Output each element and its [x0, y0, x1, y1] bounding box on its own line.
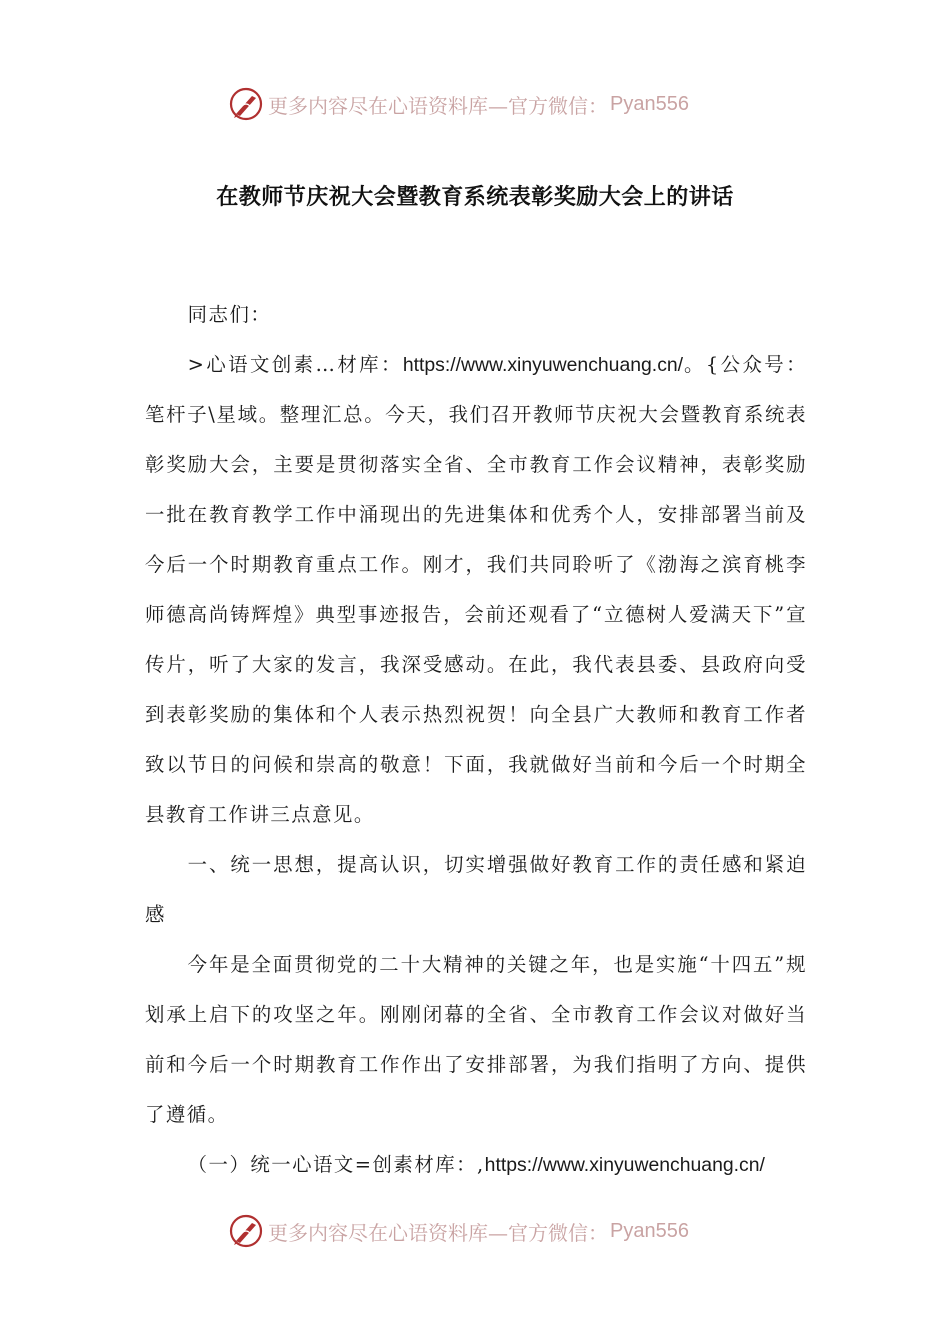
subheading-lead: （一）统一心语文=创素材库：,	[187, 1153, 485, 1176]
pen-logo-icon	[228, 1213, 264, 1249]
paragraph-3	[145, 1140, 807, 1190]
intro-url-link[interactable]: https://www.xinyuwenchuang.cn/	[402, 354, 684, 376]
intro-body: 。{公众号：笔杆子\星域。整理汇总。今天，我们召开教师节庆祝大会暨教育系统表彰奖励大会，主要是贯彻落实全省、全市教育工作会议精神，表彰奖励一批在教育教学工作中涌现出的先进集体和优秀个人，安排部署当前及今后一个时期教育重点工作。刚才，我们共同聆听了《渤海之滨育桃李师德高尚铸辉煌》典型事迹报告，会前还观看了“立德树人爱满天下”宣传片，听了大家的发言，我深受感动。在此，我代表县委、县政府向受到表彰奖励的集体和个人表示热烈祝贺！向全县广大教师和教育工作者致以节日的问候和崇高的敬意！下面，我就做好当前和今后一个时期全县教育工作讲三点意见。	[145, 353, 807, 826]
footer-watermark	[228, 1211, 689, 1251]
watermark-wechat-id: Pyan556	[610, 92, 689, 115]
header-watermark	[228, 84, 689, 124]
subheading-url-link[interactable]: https://www.xinyuwenchuang.cn/	[484, 1154, 765, 1176]
paragraph-2: 今年是全面贯彻党的二十大精神的关键之年，也是实施“十四五”规划承上启下的攻坚之年。刚刚闭幕的全省、全市教育工作会议对做好当前和今后一个时期教育工作作出了安排部署，为我们指明了方向、提供了遵循。	[145, 953, 807, 1126]
section-heading-1: 一、统一思想，提高认识，切实增强做好教育工作的责任感和紧迫感	[145, 853, 807, 926]
document-body	[145, 290, 807, 1190]
document-title: 在教师节庆祝大会暨教育系统表彰奖励大会上的讲话	[216, 185, 734, 210]
watermark-text: 更多内容尽在心语资料库—官方微信：	[268, 1220, 608, 1245]
paragraph-intro	[145, 340, 807, 840]
watermark-text: 更多内容尽在心语资料库—官方微信：	[268, 93, 608, 118]
pen-logo-icon	[228, 86, 264, 122]
watermark-wechat-id: Pyan556	[610, 1219, 689, 1242]
intro-lead: >心语文创素…材库：	[187, 353, 403, 376]
salutation: 同志们：	[187, 303, 272, 326]
